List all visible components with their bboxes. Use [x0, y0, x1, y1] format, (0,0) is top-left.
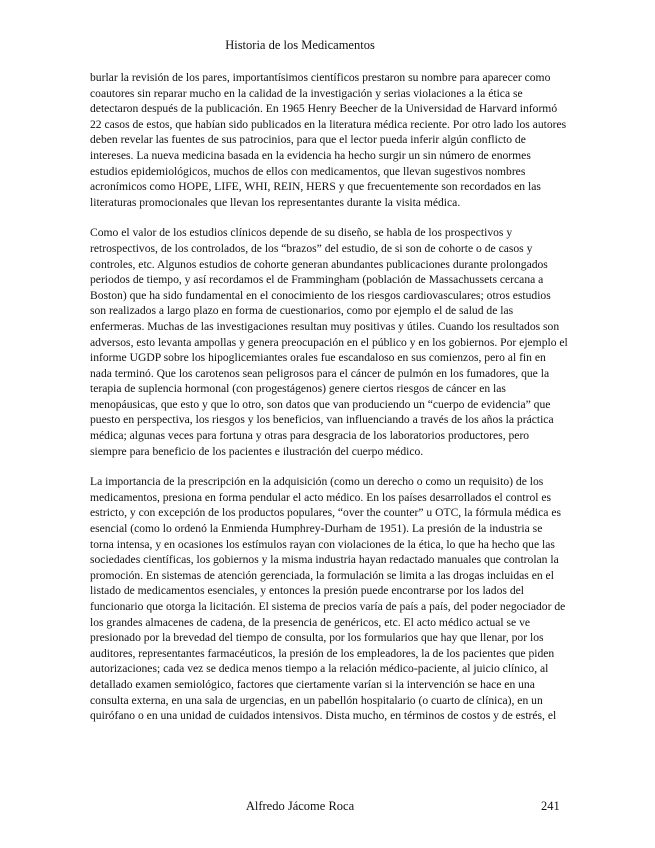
- footer-author: Alfredo Jácome Roca: [245, 799, 355, 813]
- page-header-title: Historia de los Medicamentos: [225, 38, 375, 52]
- page-number: 241: [541, 799, 560, 813]
- paragraph-3: La importancia de la prescripción en la adquisición (como un derecho o como un requisito) de los medicamentos, presiona en forma pendular el acto médico. En los países desarrollados el control es estricto, y con excepción de los productos populares, “over the counter” u OTC, la fórmula médica es esencial (como lo ordenó la Enmienda Humphrey-Durham de 1951). La presión de la industria se torna intensa, y en ocasiones los estímulos rayan con violaciones de la ética, lo que ha hecho que las sociedades científicas, los gobiernos y la misma industria hayan redactado manuales que controlan la promoción. En sistemas de atención gerenciada, la formulación se limita a las drogas incluidas en el listado de medicamentos esenciales, y entonces la presión puede encontrarse por los lados del funcionario que otorga la licitación. El sistema de precios varía de país a país, del poder negociador de los grandes almacenes de cadena, de la presencia de genéricos, etc. El acto médico actual se ve presionado por la brevedad del tiempo de consulta, por los formularios que hay que llenar, por los auditores, representantes farmacéuticos, la presión de los empleadores, la de los pacientes que piden autorizaciones; cada vez se dedica menos tiempo a la relación médico-paciente, al juicio clínico, al detallado examen semiológico, factores que ciertamente varían si la intervención se hace en una consulta externa, en una sala de urgencias, en un pabellón hospitalario (o cuarto de clínica), en un quirófano o en una unidad de cuidados intensivos. Dista mucho, en términos de costos y de estrés, el: [90, 475, 566, 723]
- body-text: [90, 70, 568, 739]
- paragraph-1: burlar la revisión de los pares, importantísimos científicos prestaron su nombre para aparecer como coautores sin reparar mucho en la calidad de la investigación y serias violaciones a la ética se detectaron después de la publicación. En 1965 Henry Beecher de la Universidad de Harvard informó 22 casos de estos, que habían sido publicados en la literatura médica reciente. Por otro lado los autores deben revelar las fuentes de sus patrocinios, para que el lector pueda inferir algún conflicto de intereses. La nueva medicina basada en la evidencia ha hecho surgir un sin número de enormes estudios epidemiológicos, muchos de ellos con medicamentos, que llevan sugestivos nombres acronímicos como HOPE, LIFE, WHI, REIN, HERS y que frecuentemente son recordados en las literaturas promocionales que llevan los representantes durante la visita médica.: [90, 71, 567, 209]
- paragraph-2: Como el valor de los estudios clínicos depende de su diseño, se habla de los prospectivos y retrospectivos, de los controlados, de los “brazos” del estudio, de si son de cohorte o de casos y controles, etc. Algunos estudios de cohorte generan abundantes publicaciones durante prolongados periodos de tiempo, y así recordamos el de Frammingham (población de Massachussets cercana a Boston) que ha sido fundamental en el conocimiento de los riesgos cardiovasculares; otros estudios son realizados a largo plazo en forma de cuestionarios, como por ejemplo el de salud de las enfermeras. Muchas de las investigaciones resultan muy positivas y útiles. Cuando los resultados son adversos, esto levanta ampollas y genera preocupación en el público y en los gobiernos. Por ejemplo el informe UGDP sobre los hipoglicemiantes orales fue escandaloso en sus comienzos, pero al fin en nada terminó. Que los carotenos sean peligrosos para el cáncer de pulmón en los fumadores, que la terapia de suplencia hormonal (con progestágenos) genere ciertos riesgos de cáncer en las menopáusicas, que esto y que lo otro, son datos que van produciendo un “cuerpo de evidencia” que puesto en perspectiva, los riesgos y los beneficios, van influenciando a través de los años la práctica médica; algunas veces para fortuna y otras para desgracia de los laboratorios productores, pero siempre para beneficio de los pacientes e ilustración del cuerpo médico.: [90, 226, 568, 458]
